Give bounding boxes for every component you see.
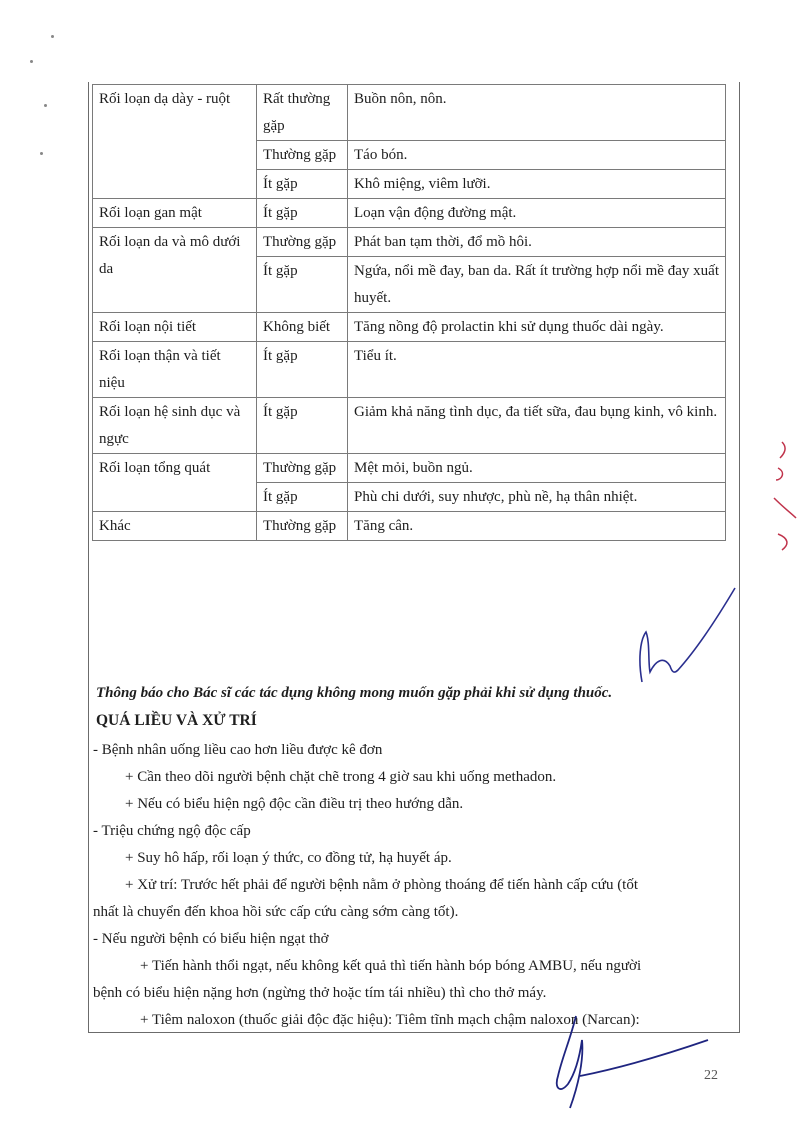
frequency-cell: Ít gặp [257, 342, 348, 398]
organ-group-cell: Rối loạn da và mô dưới da [93, 228, 257, 313]
organ-group-cell: Khác [93, 512, 257, 541]
table-row [93, 454, 726, 483]
margin-ink-mark [768, 438, 798, 558]
effect-cell: Khô miệng, viêm lưỡi. [348, 170, 726, 199]
body-line: - Bệnh nhân uống liều cao hơn liều được kê đơn [93, 742, 383, 758]
table-row [93, 313, 726, 342]
body-line: - Nếu người bệnh có biểu hiện ngạt thở [93, 931, 329, 947]
table-row [93, 199, 726, 228]
body-line: + Suy hô hấp, rối loạn ý thức, co đồng tử, hạ huyết áp. [125, 850, 452, 866]
effect-cell: Mệt mỏi, buồn ngủ. [348, 454, 726, 483]
table-row [93, 512, 726, 541]
frequency-cell: Ít gặp [257, 170, 348, 199]
effect-cell: Tăng nồng độ prolactin khi sử dụng thuốc dài ngày. [348, 313, 726, 342]
table-row [93, 342, 726, 398]
organ-group-cell: Rối loạn thận và tiết niệu [93, 342, 257, 398]
frequency-cell: Ít gặp [257, 398, 348, 454]
effect-cell: Giảm khả năng tình dục, đa tiết sữa, đau bụng kinh, vô kinh. [348, 398, 726, 454]
effect-cell: Phù chi dưới, suy nhược, phù nề, hạ thân nhiệt. [348, 483, 726, 512]
organ-group-cell: Rối loạn hệ sinh dục và ngực [93, 398, 257, 454]
effect-cell: Ngứa, nổi mề đay, ban da. Rất ít trường hợp nổi mề đay xuất huyết. [348, 257, 726, 313]
initials-signature [630, 580, 740, 690]
organ-group-cell: Rối loạn tổng quát [93, 454, 257, 512]
body-line: + Cần theo dõi người bệnh chặt chẽ trong 4 giờ sau khi uống methadon. [125, 769, 557, 785]
frequency-cell: Ít gặp [257, 199, 348, 228]
body-line: - Triệu chứng ngộ độc cấp [93, 823, 251, 839]
scan-speck [44, 104, 47, 107]
handwritten-signature [540, 1010, 710, 1120]
table-row [93, 228, 726, 257]
scan-speck [51, 35, 54, 38]
section-heading: QUÁ LIỀU VÀ XỬ TRÍ [96, 712, 257, 729]
frequency-cell: Thường gặp [257, 228, 348, 257]
frequency-cell: Thường gặp [257, 141, 348, 170]
effect-cell: Loạn vận động đường mật. [348, 199, 726, 228]
body-line: + Tiến hành thổi ngạt, nếu không kết quả thì tiến hành bóp bóng AMBU, nếu người [140, 958, 642, 974]
effect-cell: Phát ban tạm thời, đổ mồ hôi. [348, 228, 726, 257]
effect-cell: Táo bón. [348, 141, 726, 170]
organ-group-cell: Rối loạn gan mật [93, 199, 257, 228]
frequency-cell: Rất thường gặp [257, 85, 348, 141]
body-line: + Nếu có biểu hiện ngộ độc cần điều trị theo hướng dẫn. [125, 796, 464, 812]
frequency-cell: Không biết [257, 313, 348, 342]
table-row [93, 85, 726, 141]
frequency-cell: Thường gặp [257, 454, 348, 483]
body-line: bệnh có biểu hiện nặng hơn (ngừng thở hoặc tím tái nhiều) thì cho thở máy. [93, 985, 547, 1001]
scan-speck [30, 60, 33, 63]
body-line: nhất là chuyển đến khoa hồi sức cấp cứu càng sớm càng tốt). [93, 904, 459, 920]
doctor-notice: Thông báo cho Bác sĩ các tác dụng không mong muốn gặp phải khi sử dụng thuốc. [96, 685, 613, 701]
frequency-cell: Ít gặp [257, 483, 348, 512]
effect-cell: Buồn nôn, nôn. [348, 85, 726, 141]
body-line: + Tiêm naloxon (thuốc giải độc đặc hiệu): Tiêm tĩnh mạch chậm naloxon (Narcan): [140, 1012, 640, 1028]
frequency-cell: Thường gặp [257, 512, 348, 541]
effect-cell: Tiểu ít. [348, 342, 726, 398]
effect-cell: Tăng cân. [348, 512, 726, 541]
organ-group-cell: Rối loạn dạ dày - ruột [93, 85, 257, 199]
body-line: + Xử trí: Trước hết phải để người bệnh nằm ở phòng thoáng để tiến hành cấp cứu (tốt [125, 877, 639, 893]
frequency-cell: Ít gặp [257, 257, 348, 313]
table-row [93, 398, 726, 454]
organ-group-cell: Rối loạn nội tiết [93, 313, 257, 342]
page-number: 22 [704, 1068, 718, 1083]
adverse-effects-table [92, 84, 726, 541]
scan-speck [40, 152, 43, 155]
